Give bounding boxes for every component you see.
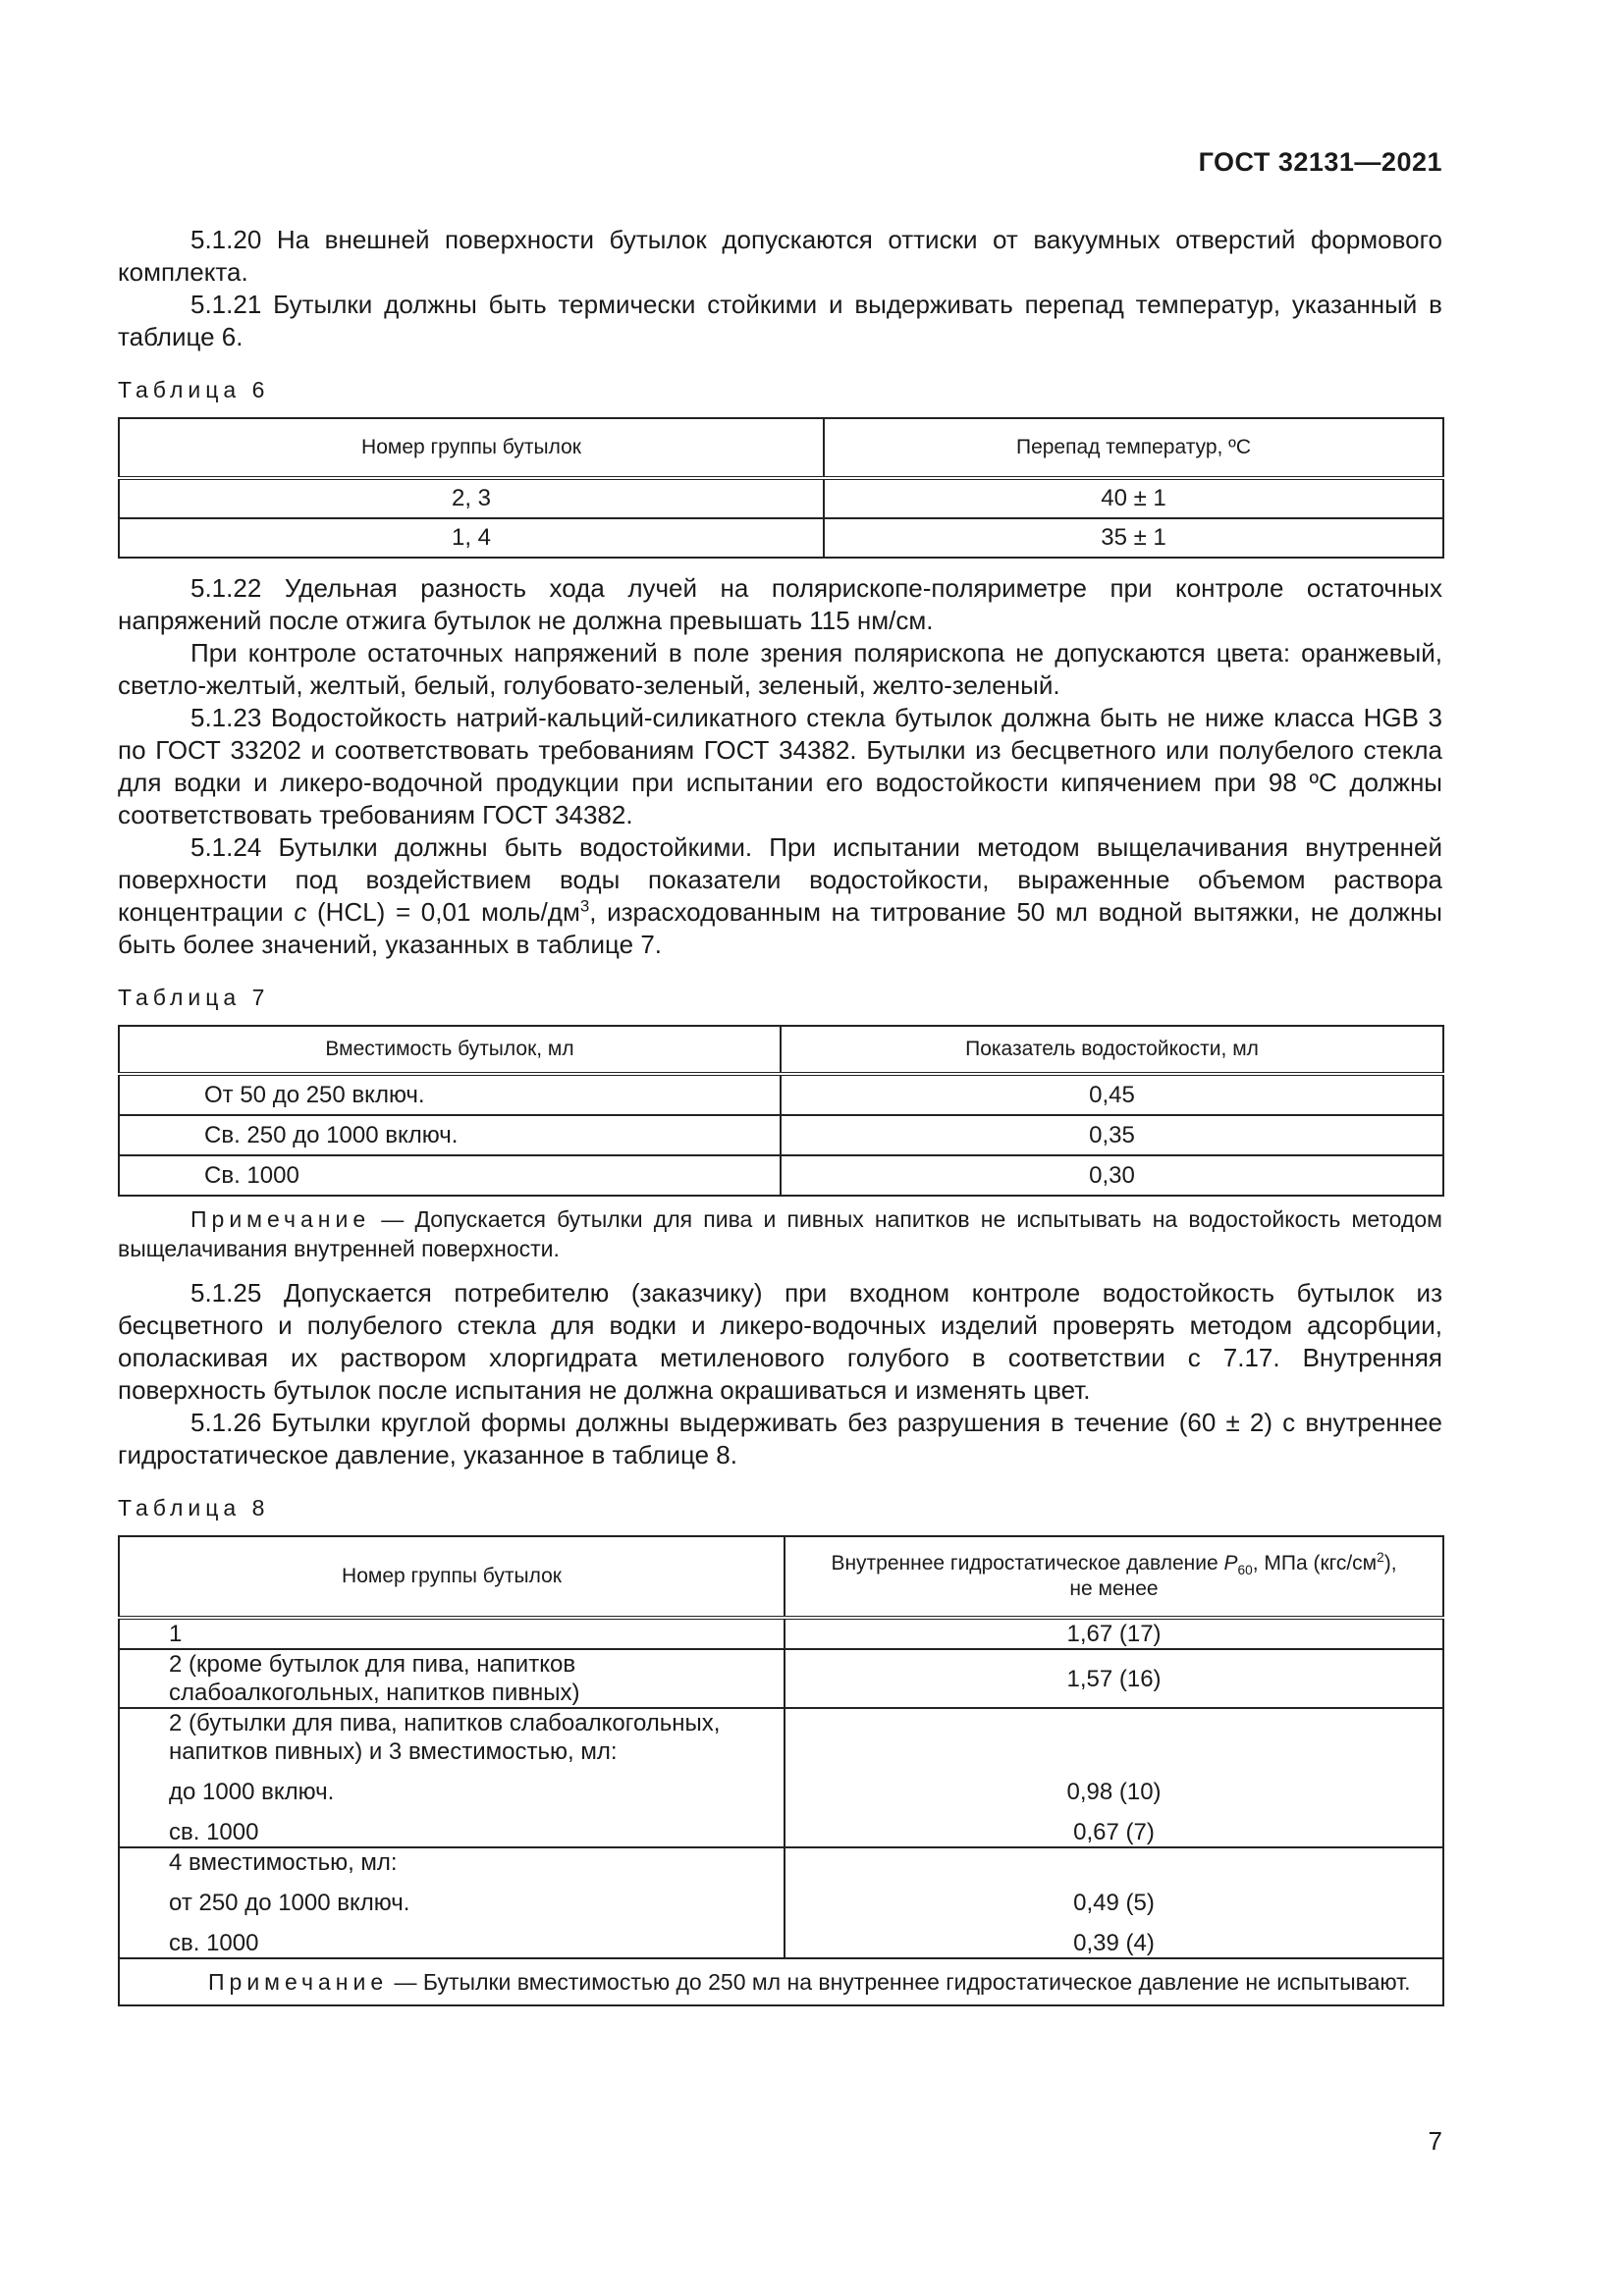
note-label: Примечание <box>208 1969 389 1995</box>
table-row <box>119 1115 1443 1155</box>
paragraph-5-1-24 <box>118 831 1442 961</box>
table-cell: 0,30 <box>781 1155 1443 1196</box>
pressure-value: 0,39 (4) <box>1073 1930 1155 1956</box>
pressure-value: 0,67 (7) <box>1073 1819 1155 1845</box>
paragraph-5-1-20: 5.1.20 На внешней поверхности бутылок допускаются оттиски от вакуумных отверстий формового комплекта. <box>118 225 1442 287</box>
table-header-row <box>119 418 1443 478</box>
table-cell <box>119 1708 785 1847</box>
pressure-value: 0,98 (10) <box>1066 1779 1162 1805</box>
pressure-symbol: P <box>1223 1552 1238 1575</box>
table-cell: 2, 3 <box>119 478 824 518</box>
table-7-note <box>118 1204 1442 1263</box>
table-7-caption: Таблица 7 <box>118 985 270 1010</box>
table-cell: 1 <box>119 1618 785 1649</box>
pressure-value: 0,49 (5) <box>1073 1890 1155 1916</box>
paragraph-text: , израсходованным на титрование 50 мл водной вытяжки, не должны быть более значений, указанных в таблице 7. <box>118 897 1442 959</box>
table-8-caption: Таблица 8 <box>118 1495 270 1521</box>
superscript: 3 <box>579 896 590 916</box>
table-header-cell: Перепад температур, ºС <box>824 418 1443 478</box>
table-cell: 40 ± 1 <box>824 478 1443 518</box>
table-header-cell: Показатель водостойкости, мл <box>781 1026 1443 1074</box>
table-cell: Св. 250 до 1000 включ. <box>119 1115 781 1155</box>
table-row <box>119 1708 1443 1847</box>
table-row <box>119 1074 1443 1115</box>
capacity-label: от 250 до 1000 включ. <box>169 1890 410 1916</box>
table-cell: 1, 4 <box>119 518 824 558</box>
table-row <box>119 478 1443 518</box>
paragraph-5-1-25: 5.1.25 Допускается потребителю (заказчику) при входном контроле водостойкость бутылок из бесцветного и полубелого стекла для водки и ликеро-водочных изделий проверять методом адсорбции, ополаскивая их раствором хлоргидрата метиленового голубого в соответствии с 7.17. Внутренняя поверхность бутылок после испытания не должна окрашиваться и изменять цвет. <box>118 1278 1442 1405</box>
empty-spacer <box>799 1709 1429 1766</box>
capacity-label: св. 1000 <box>169 1819 259 1845</box>
table-cell: От 50 до 250 включ. <box>119 1074 781 1115</box>
table-7 <box>118 1025 1444 1197</box>
table-header-cell: Номер группы бутылок <box>119 418 824 478</box>
header-text: , МПа (кгс/см <box>1252 1552 1378 1575</box>
table-cell: 35 ± 1 <box>824 518 1443 558</box>
table-note-row <box>119 1958 1443 2005</box>
capacity-label: св. 1000 <box>169 1930 259 1956</box>
table-8-note <box>119 1958 1443 2005</box>
paragraph-5-1-21: 5.1.21 Бутылки должны быть термически стойкими и выдерживать перепад температур, указанный в таблице 6. <box>118 290 1442 351</box>
note-text: — Бутылки вместимостью до 250 мл на внутреннее гидростатическое давление не испытывают. <box>388 1969 1411 1995</box>
table-cell: 1,67 (17) <box>785 1618 1443 1649</box>
table-cell: 0,35 <box>781 1115 1443 1155</box>
table-6-caption: Таблица 6 <box>118 377 270 402</box>
table-header-cell: Вместимость бутылок, мл <box>119 1026 781 1074</box>
table-6 <box>118 417 1444 559</box>
table-row <box>119 1618 1443 1649</box>
header-text: ), <box>1383 1552 1397 1575</box>
group-label: 4 вместимостью, мл: <box>169 1849 398 1876</box>
capacity-label: до 1000 включ. <box>169 1779 335 1805</box>
subscript: 60 <box>1237 1563 1253 1578</box>
paragraph-text: 5.1.24 Бутылки должны быть водостойкими. При испытании методом выщелачивания внутренней поверхности под воздействием воды показатели водостойкости, выраженные объемом раствора концентрации <box>118 832 1442 927</box>
paragraph-5-1-22: 5.1.22 Удельная разность хода лучей на полярископе-поляриметре при контроле остаточных напряжений после отжига бутылок не должна превышать 115 нм/см. <box>118 573 1442 635</box>
header-text: Внутреннее гидростатическое давление <box>831 1552 1224 1575</box>
table-row <box>119 1649 1443 1708</box>
table-header-cell <box>785 1536 1443 1618</box>
note-label: Примечание <box>190 1206 371 1232</box>
paragraph-5-1-26: 5.1.26 Бутылки круглой формы должны выдерживать без разрушения в течение (60 ± 2) с внутреннее гидростатическое давление, указанное в таблице 8. <box>118 1408 1442 1469</box>
table-cell: 0,45 <box>781 1074 1443 1115</box>
table-header-row <box>119 1026 1443 1074</box>
table-cell <box>785 1847 1443 1958</box>
formula-variable: c <box>294 897 307 927</box>
table-cell: 2 (кроме бутылок для пива, напитков слабоалкогольных, напитков пивных) <box>119 1649 785 1708</box>
superscript: 2 <box>1377 1550 1384 1565</box>
page-content <box>118 224 1442 2006</box>
note-text: — Допускается бутылки для пива и пивных напитков не испытывать на водостойкость методом выщелачивания внутренней поверхности. <box>118 1206 1442 1261</box>
table-cell: Св. 1000 <box>119 1155 781 1196</box>
table-row <box>119 1155 1443 1196</box>
empty-spacer <box>799 1848 1429 1877</box>
paragraph-text: (HCL) = 0,01 моль/дм <box>306 897 580 927</box>
table-header-cell: Номер группы бутылок <box>119 1536 785 1618</box>
page-number: 7 <box>1428 2126 1442 2156</box>
document-id-header: ГОСТ 32131—2021 <box>1198 147 1442 177</box>
table-row <box>119 1847 1443 1958</box>
table-row <box>119 518 1443 558</box>
table-header-row <box>119 1536 1443 1618</box>
table-cell <box>785 1708 1443 1847</box>
group-label: 2 (бутылки для пива, напитков слабоалкогольных, напитков пивных) и 3 вместимостью, мл: <box>169 1710 721 1765</box>
table-cell <box>119 1847 785 1958</box>
table-cell: 1,57 (16) <box>785 1649 1443 1708</box>
paragraph-5-1-23: 5.1.23 Водостойкость натрий-кальций-силикатного стекла бутылок должна быть не ниже класса HGB 3 по ГОСТ 33202 и соответствовать требованиям ГОСТ 34382. Бутылки из бесцветного или полубелого стекла для водки и ликеро-водочной продукции при испытании его водостойкости кипячением при 98 ºС должны соответствовать требованиям ГОСТ 34382. <box>118 703 1442 829</box>
table-8 <box>118 1535 1444 2006</box>
header-text: не менее <box>1069 1577 1159 1600</box>
paragraph-5-1-22-colors: При контроле остаточных напряжений в поле зрения полярископа не допускаются цвета: оранжевый, светло-желтый, желтый, белый, голубовато-зеленый, зеленый, желто-зеленый. <box>118 638 1442 700</box>
